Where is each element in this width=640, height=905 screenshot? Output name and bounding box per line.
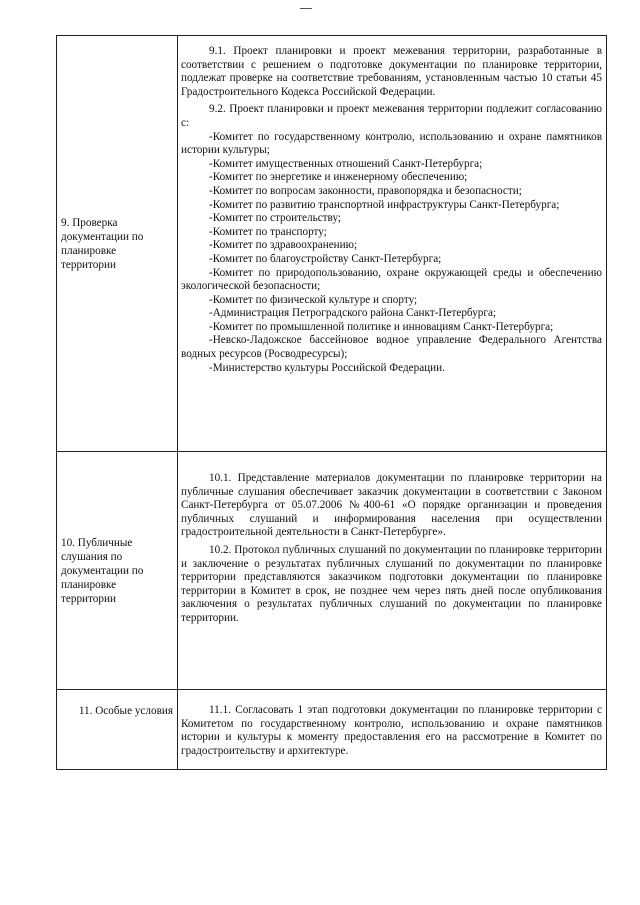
approval-list — [178, 131, 606, 376]
table-row-section-10 — [57, 452, 607, 690]
list-item: -Комитет по промышленной политике и инновациям Санкт-Петербурга; — [209, 320, 554, 333]
list-item: -Администрация Петроградского района Санкт-Петербурга; — [209, 307, 497, 320]
requirements-table — [56, 35, 607, 770]
list-item: -Комитет имущественных отношений Санкт-Петербурга; — [209, 157, 483, 170]
section-11-1-text: 11.1. Согласовать 1 этап подготовки документации по планировке территории с Комитетом по государственному контролю, использованию и охране памятников истории и культуры к моменту предоставления его на рассмотрение в Комитет по градостроительству и архитектуре. — [181, 704, 602, 757]
list-item: -Комитет по природопользованию, охране окружающей среды и обеспечению экологической безопасности; — [181, 266, 602, 293]
list-item: -Комитет по благоустройству Санкт-Петербурга; — [209, 252, 442, 265]
table-row-section-11 — [57, 690, 607, 770]
section-11-label: 11. Особые условия — [78, 705, 173, 717]
list-item: -Невско-Ладожское бассейновое водное управление Федерального Агентства водных ресурсов (Росводресурсы); — [181, 334, 602, 361]
list-item: -Комитет по развитию транспортной инфраструктуры Санкт-Петербурга; — [209, 198, 560, 211]
list-item: -Комитет по энергетике и инженерному обеспечению; — [209, 171, 468, 184]
content-cell-section-9 — [178, 36, 607, 452]
section-9-2-text: 9.2. Проект планировки и проект межевания территории подлежит согласованию с: — [181, 103, 602, 129]
list-item: -Комитет по транспорту; — [209, 225, 327, 238]
list-item: -Комитет по физической культуре и спорту; — [209, 293, 418, 306]
table-row-section-9 — [57, 36, 607, 452]
list-item: -Министерство культуры Российской Федерации. — [209, 361, 445, 374]
section-10-2-text: 10.2. Протокол публичных слушаний по документации по планировке территории и заключение о результатах публичных слушаний по документации по планировке территории представляются заказчиком подготовки документации по планировке территории в Комитет в срок, не позднее чем через пять дней после опубликования заключения о результатах публичных слушаний по документации по планировке территории. — [181, 543, 602, 624]
label-cell-section-9 — [57, 36, 178, 452]
list-item: -Комитет по здравоохранению; — [209, 239, 358, 252]
section-9-1-text: 9.1. Проект планировки и проект межевания территории, разработанные в соответствии с решением о подготовке документации по планировке территории, подлежат проверке на соответствие требованиям, установленным частью 10 статьи 45 Градостроительного Кодекса Российской Федерации. — [181, 45, 602, 98]
list-item: -Комитет по вопросам законности, правопорядка и безопасности; — [209, 184, 522, 197]
list-item: -Комитет по государственному контролю, использованию и охране памятников истории культуры; — [181, 130, 602, 157]
section-9-label: 9. Проверка документации по планировке территории — [61, 216, 144, 271]
list-item: -Комитет по строительству; — [209, 212, 342, 225]
label-cell-section-10 — [57, 452, 178, 690]
scan-mark — [300, 8, 312, 12]
content-cell-section-11 — [178, 690, 607, 770]
content-cell-section-10 — [178, 452, 607, 690]
section-10-label: 10. Публичные слушания по документации по планировке территории — [61, 536, 144, 605]
section-10-1-text: 10.1. Представление материалов документации по планировке территории на публичные слушания обеспечивает заказчик документации в соответствии с Законом Санкт-Петербурга от 05.07.2006 №400-61 «О порядке организации и проведения публичных слушаний и информирования населения при осуществлении градостроительной деятельности в Санкт-Петербурге». — [181, 472, 602, 539]
label-cell-section-11 — [57, 690, 178, 770]
